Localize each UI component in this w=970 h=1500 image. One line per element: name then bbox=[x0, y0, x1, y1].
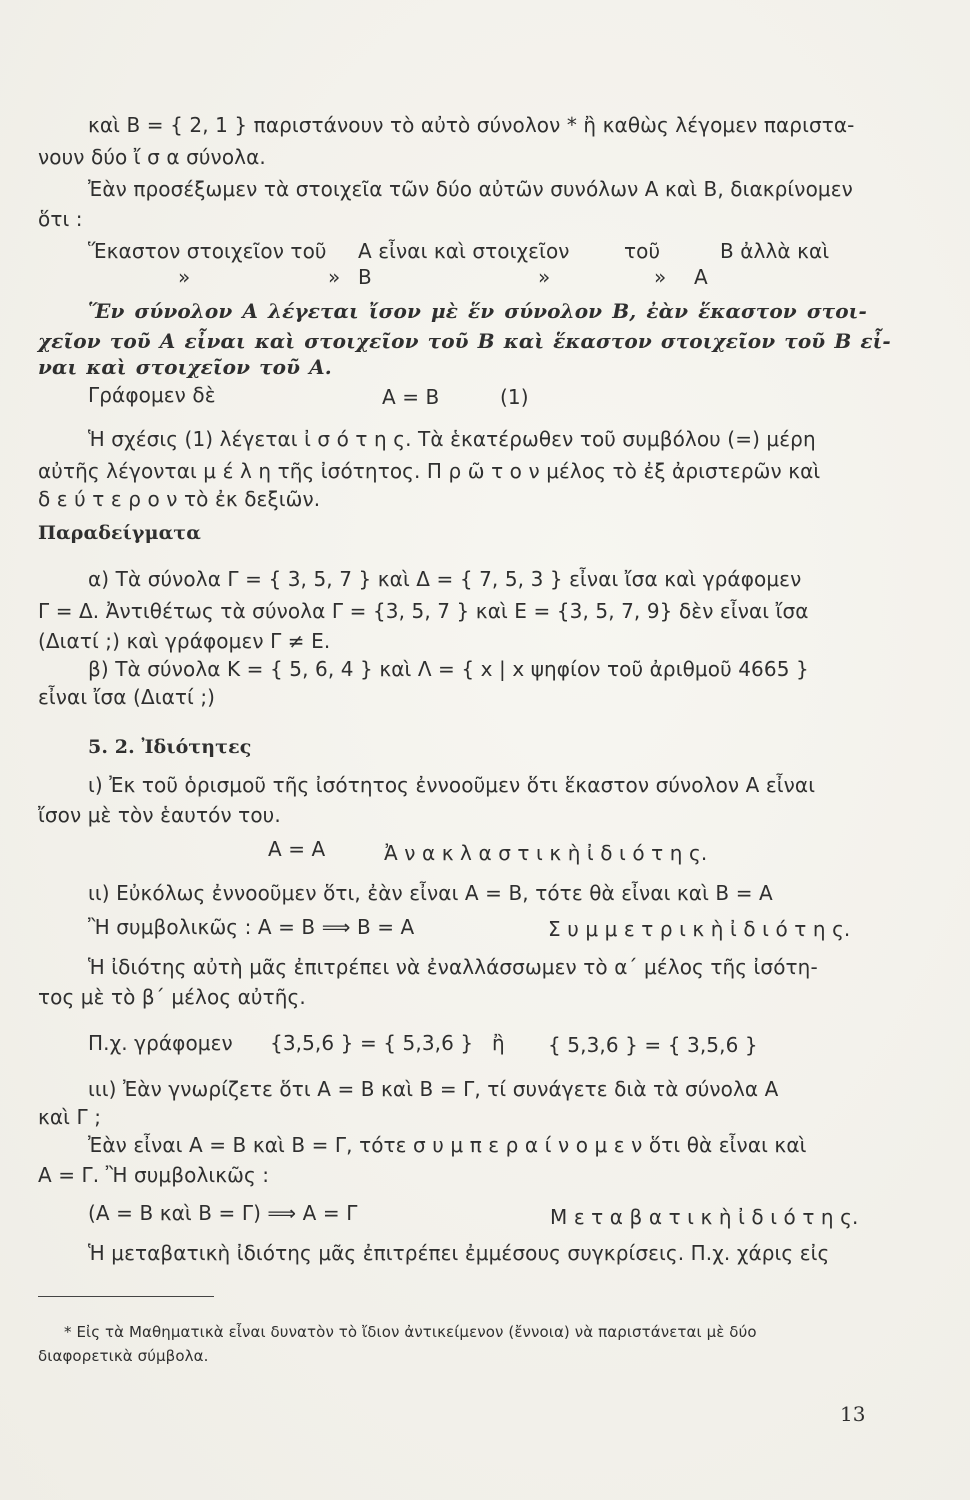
text-line: νουν δύο ἴ σ α σύνολα. bbox=[38, 145, 266, 169]
text-line: ιιι) Ἐὰν γνωρίζετε ὅτι A = B καὶ B = Γ, τί συνάγετε διὰ τὰ σύνολα A bbox=[88, 1077, 779, 1101]
footnote-text: διαφορετικὰ σύμβολα. bbox=[38, 1347, 209, 1365]
ditto-mark: » bbox=[654, 265, 667, 289]
text-line: Γ = Δ. Ἀντιθέτως τὰ σύνολα Γ = {3, 5, 7 } καὶ E = {3, 5, 7, 9} δὲν εἶναι ἴσα bbox=[38, 599, 809, 623]
text-line: Ἕκαστον στοιχεῖον τοῦ bbox=[88, 239, 327, 263]
definition-line: χεῖον τοῦ A εἶναι καὶ στοιχεῖον τοῦ B καὶ ἕκαστον στοιχεῖον τοῦ B εἶ- bbox=[38, 329, 891, 353]
text-line: ἢ bbox=[492, 1031, 505, 1055]
text-line: ιι) Εὐκόλως ἐννοοῦμεν ὅτι, ἐὰν εἶναι A = B, τότε θὰ εἶναι καὶ B = A bbox=[88, 881, 773, 905]
text-line: B bbox=[358, 265, 372, 289]
text-line: Ἡ μεταβατικὴ ἰδιότης μᾶς ἐπιτρέπει ἐμμέσους συγκρίσεις. Π.χ. χάρις εἰς bbox=[88, 1241, 830, 1265]
text-line: ἴσον μὲ τὸν ἑαυτόν του. bbox=[38, 803, 281, 827]
section-subheading: Παραδείγματα bbox=[38, 522, 201, 544]
text-line: β) Τὰ σύνολα K = { 5, 6, 4 } καὶ Λ = { x | x ψηφίον τοῦ ἀριθμοῦ 4665 } bbox=[88, 657, 809, 681]
section-heading: 5. 2. Ἰδιότητες bbox=[88, 736, 252, 758]
text-line: τος μὲ τὸ β΄ μέλος αὐτῆς. bbox=[38, 985, 306, 1009]
text-line: A = Γ. Ἢ συμβολικῶς : bbox=[38, 1163, 270, 1187]
page-number: 13 bbox=[840, 1402, 866, 1426]
text-line: Ἐὰν προσέξωμεν τὰ στοιχεῖα τῶν δύο αὐτῶν συνόλων A καὶ B, διακρίνομεν bbox=[88, 177, 853, 201]
equation: Ἢ συμβολικῶς : A = B ⟹ B = A bbox=[88, 915, 415, 939]
text-line: A εἶναι καὶ στοιχεῖον bbox=[358, 239, 570, 263]
text-line: Ἡ σχέσις (1) λέγεται ἰ σ ό τ η ς. Τὰ ἑκατέρωθεν τοῦ συμβόλου (=) μέρη bbox=[88, 427, 816, 451]
text-line: τοῦ bbox=[624, 239, 661, 263]
text-line: καὶ B = { 2, 1 } παριστάνουν τὸ αὐτὸ σύνολον * ἢ καθὼς λέγομεν παριστα- bbox=[88, 113, 855, 137]
definition-line: ναι καὶ στοιχεῖον τοῦ A. bbox=[38, 355, 332, 379]
ditto-mark: » bbox=[328, 265, 341, 289]
text-line: Ἡ ἰδιότης αὐτὴ μᾶς ἐπιτρέπει νὰ ἐναλλάσσωμεν τὸ α΄ μέλος τῆς ἰσότη- bbox=[88, 955, 818, 979]
equation: A = A bbox=[268, 837, 326, 861]
text-line: A bbox=[694, 265, 708, 289]
text-line: Ἐὰν εἶναι A = B καὶ B = Γ, τότε σ υ μ π ε ρ α ί ν ο μ ε ν ὅτι θὰ εἶναι καὶ bbox=[88, 1133, 807, 1157]
equation: A = B bbox=[382, 385, 440, 409]
equation: (A = B καὶ B = Γ) ⟹ A = Γ bbox=[88, 1201, 358, 1225]
text-line: (Διατί ;) καὶ γράφομεν Γ ≠ E. bbox=[38, 629, 331, 653]
equation-number: (1) bbox=[500, 385, 529, 409]
ditto-mark: » bbox=[178, 265, 191, 289]
definition-line: Ἕν σύνολον A λέγεται ἴσον μὲ ἕν σύνολον B, ἐὰν ἕκαστον στοι- bbox=[88, 299, 867, 323]
equation: { 5,3,6 } = { 3,5,6 } bbox=[548, 1033, 758, 1057]
text-line: εἶναι ἴσα (Διατί ;) bbox=[38, 685, 216, 709]
text-line: ὅτι : bbox=[38, 207, 83, 231]
text-line: Γράφομεν δὲ bbox=[88, 383, 216, 407]
footnote-text: * Εἰς τὰ Μαθηματικὰ εἶναι δυνατὸν τὸ ἴδιον ἀντικείμενον (ἔννοια) νὰ παριστάνεται μὲ δύο bbox=[64, 1323, 757, 1341]
ditto-mark: » bbox=[538, 265, 551, 289]
text-line: δ ε ύ τ ε ρ ο ν τὸ ἐκ δεξιῶν. bbox=[38, 487, 321, 511]
property-name: Ἀ ν α κ λ α σ τ ι κ ὴ ἰ δ ι ό τ η ς. bbox=[384, 841, 708, 865]
text-line: B ἀλλὰ καὶ bbox=[720, 239, 830, 263]
property-name: Σ υ μ μ ε τ ρ ι κ ὴ ἰ δ ι ό τ η ς. bbox=[548, 917, 851, 941]
text-line: αὐτῆς λέγονται μ έ λ η τῆς ἰσότητος. Π ρ ῶ τ ο ν μέλος τὸ ἐξ ἀριστερῶν καὶ bbox=[38, 459, 821, 483]
text-line: α) Τὰ σύνολα Γ = { 3, 5, 7 } καὶ Δ = { 7, 5, 3 } εἶναι ἴσα καὶ γράφομεν bbox=[88, 567, 802, 591]
equation: {3,5,6 } = { 5,3,6 } bbox=[270, 1031, 474, 1055]
text-line: ι) Ἐκ τοῦ ὁρισμοῦ τῆς ἰσότητος ἐννοοῦμεν ὅτι ἕκαστον σύνολον A εἶναι bbox=[88, 773, 816, 797]
text-line: Π.χ. γράφομεν bbox=[88, 1031, 233, 1055]
footnote-rule bbox=[38, 1296, 214, 1297]
property-name: Μ ε τ α β α τ ι κ ὴ ἰ δ ι ό τ η ς. bbox=[550, 1205, 859, 1229]
text-line: καὶ Γ ; bbox=[38, 1105, 102, 1129]
